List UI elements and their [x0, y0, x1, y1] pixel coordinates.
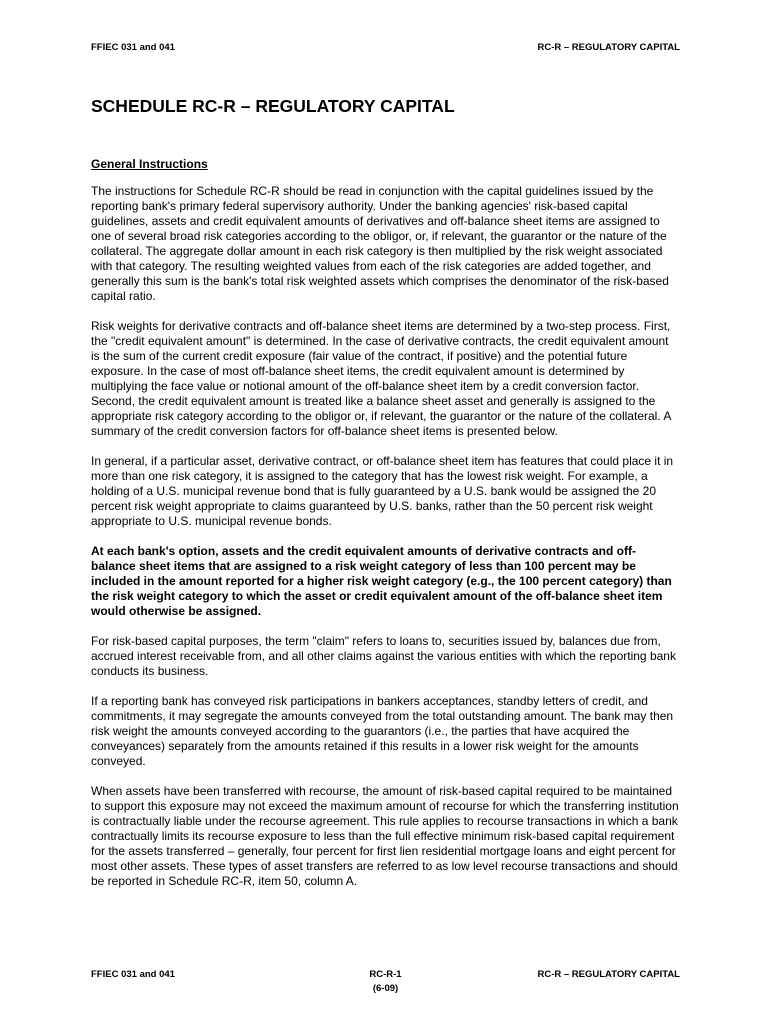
paragraph-claim-definition: For risk-based capital purposes, the term "claim" refers to loans to, securities issued by, balances due from, accrued interest receivable from, and all other claims against the various entities with which the reporting bank conducts its business.: [91, 634, 676, 678]
footer-page-label: RC-R-1: [369, 969, 402, 980]
paragraph-risk-weights: Risk weights for derivative contracts and off-balance sheet items are determined by a two-step process. First, the "credit equivalent amount" is determined. In the case of derivative contracts, the credit equivalent amount is the sum of the current credit exposure (fair value of the contract, if positive) and the potential future exposure. In the case of most off-balance sheet items, the credit equivalent amount is determined by multiplying the face value or notional amount of the off-balance sheet item by a credit conversion factor. Second, the credit equivalent amount is treated like a balance sheet asset and generally is assigned to the appropriate risk category according to the obligor or, if relevant, the guarantor or the nature of the collateral. A summary of the credit conversion factors for off-balance sheet items is presented below.: [91, 319, 671, 438]
paragraph-risk-participations: If a reporting bank has conveyed risk participations in bankers acceptances, standby letters of credit, and commitments, it may segregate the amounts conveyed from the total outstanding amount. The bank may then risk weight the amounts conveyed according to the guarantors (i.e., the parties that have acquired the conveyances) separately from the amounts retained if this results in a lower risk weight for the amounts conveyed.: [91, 694, 674, 768]
page-title: SCHEDULE RC-R – REGULATORY CAPITAL: [91, 96, 455, 116]
paragraph-recourse: When assets have been transferred with recourse, the amount of risk-based capital required to be maintained to support this exposure may not exceed the maximum amount of recourse for which the transferring institution is contractually liable under the recourse agreement. This rule applies to recourse transactions in which a bank contractually limits its recourse exposure to less than the full effective minimum risk-based capital requirement for the assets transferred – generally, four percent for first lien residential mortgage loans and eight percent for most other assets. These types of asset transfers are referred to as low level recourse transactions and should be reported in Schedule RC-R, item 50, column A.: [91, 784, 679, 888]
paragraph-lowest-risk-weight: In general, if a particular asset, derivative contract, or off-balance sheet item has features that could place it in more than one risk category, it is assigned to the category that has the lowest risk weight. For example, a holding of a U.S. municipal revenue bond that is fully guaranteed by a U.S. bank would be assigned the 20 percent risk weight appropriate to claims guaranteed by U.S. banks, rather than the 50 percent risk weight appropriate to U.S. municipal revenue bonds.: [91, 454, 674, 528]
section-heading-general-instructions: General Instructions: [91, 157, 208, 171]
header-form-id: FFIEC 031 and 041: [91, 42, 175, 53]
footer-schedule-name: RC-R – REGULATORY CAPITAL: [537, 969, 680, 980]
footer-revision-date: (6-09): [372, 983, 399, 994]
header-schedule-name: RC-R – REGULATORY CAPITAL: [537, 42, 680, 53]
footer-form-id: FFIEC 031 and 041: [91, 969, 175, 980]
paragraph-intro: The instructions for Schedule RC-R should be read in conjunction with the capital guidelines issued by the reporting bank's primary federal supervisory authority. Under the banking agencies' risk-based capital guidelines, assets and credit equivalent amounts of derivatives and off-balance sheet items are assigned to one of several broad risk categories according to the obligor, or, if relevant, the guarantor or the nature of the collateral. The aggregate dollar amount in each risk category is then multiplied by the risk weight associated with that category. The resulting weighted values from each of the risk categories are added together, and generally this sum is the bank's total risk weighted assets which comprises the denominator of the risk-based capital ratio.: [91, 184, 669, 303]
page-body: [91, 95, 680, 904]
paragraph-bank-option: At each bank's option, assets and the credit equivalent amounts of derivative contracts and off-balance sheet items that are assigned to a risk weight category of less than 100 percent may be included in the amount reported for a higher risk weight category (e.g., the 100 percent category) than the risk weight category to which the asset or credit equivalent amount of the off-balance sheet item would otherwise be assigned.: [91, 544, 672, 618]
